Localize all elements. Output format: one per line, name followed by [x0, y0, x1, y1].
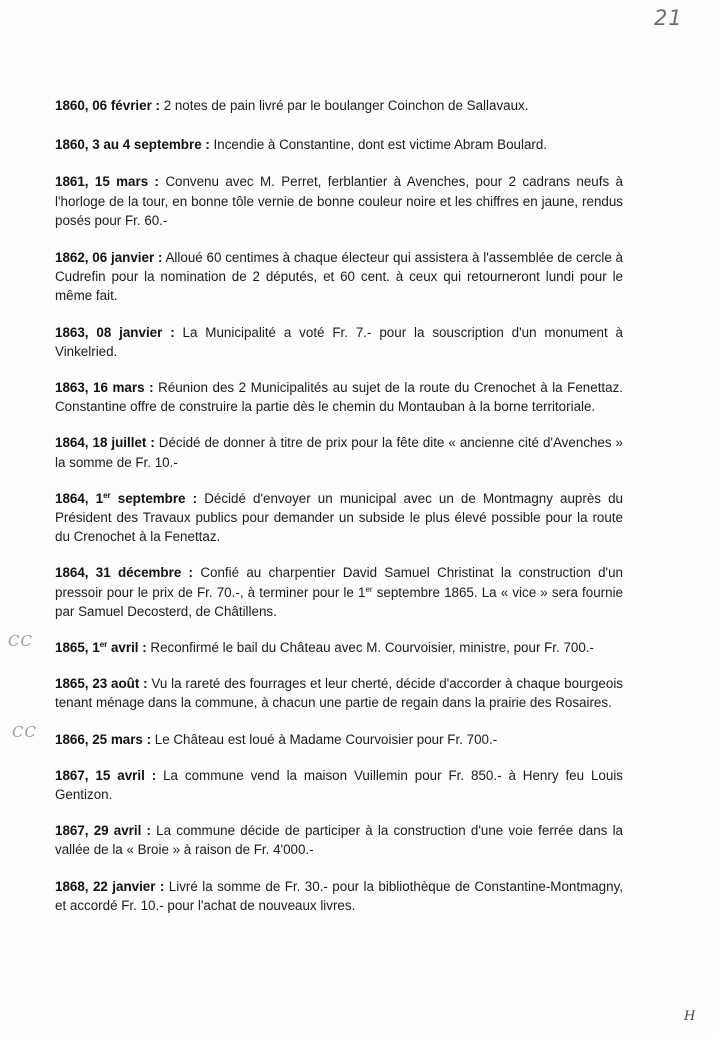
- entry-text: Incendie à Constantine, dont est victime Abram Boulard.: [209, 137, 548, 153]
- entry-date-main: 1864, 1: [55, 490, 104, 506]
- entry-date-sup: er: [99, 640, 108, 650]
- entry-date: 1867, 15 avril :: [55, 767, 157, 783]
- entry-date: 1867, 29 avril :: [55, 823, 151, 839]
- entry-date: 1863, 16 mars :: [55, 380, 154, 396]
- entry-date: [55, 640, 147, 655]
- margin-note-1: CC: [8, 632, 33, 650]
- entry-1862-01-06: [55, 248, 623, 306]
- entry-text: 2 notes de pain livré par le boulanger Coinchon de Sallavaux.: [159, 98, 529, 113]
- entry-1867-04-29: [55, 821, 623, 859]
- entry-date: 1863, 08 janvier :: [55, 324, 175, 340]
- entry-date: 1862, 06 janvier :: [55, 250, 163, 266]
- entry-text: Réunion des 2 Municipalités au sujet de la route du Crenochet à la Fenettaz. Constantine offre de construire la partie dès le chemin du Montauban à la borne territoriale.: [55, 380, 623, 415]
- entry-date-sup: er: [103, 490, 111, 500]
- entry-1866-03-25: [55, 730, 623, 749]
- entry-text: Reconfirmé le bail du Château avec M. Courvoisier, ministre, pour Fr. 700.-: [146, 640, 594, 656]
- entry-text: Livré la somme de Fr. 30.- pour la bibliothèque de Constantine-Montmagny, et accordé Fr. 10.- pour l'achat de nouveaux livres.: [55, 878, 623, 913]
- entry-text: La Municipalité a voté Fr. 7.- pour la souscription d'un monument à Vinkelried.: [55, 324, 623, 359]
- entry-date-tail: avril :: [107, 640, 147, 656]
- entry-1863-03-16: [55, 378, 623, 416]
- entry-text: Confié au charpentier David Samuel Christinat la construction d'un pressoir pour le prix de Fr. 70.-, à terminer pour le 1: [55, 565, 624, 600]
- entry-text: La commune vend la maison Vuillemin pour Fr. 850.- à Henry feu Louis Gentizon.: [55, 767, 623, 803]
- entry-text: Alloué 60 centimes à chaque électeur qui assistera à l'assemblée de cercle à Cudrefin pour la nomination de 2 députés, et 60 cent. à ceux qui retourneront lundi pour le même fait.: [55, 250, 624, 304]
- margin-note-2: CC: [12, 723, 37, 741]
- entry-date: 1866, 25 mars :: [55, 731, 152, 747]
- footer-mark: H: [684, 1009, 696, 1024]
- entry-1864-09-01: [55, 489, 623, 547]
- entry-1865-08-23: [55, 674, 623, 712]
- entry-date: 1861, 15 mars :: [55, 174, 159, 190]
- entry-date: 1860, 06 février :: [55, 98, 160, 113]
- entry-date: [55, 491, 197, 506]
- entry-text: Le Château est loué à Madame Courvoisier pour Fr. 700.-: [151, 731, 498, 747]
- entry-1868-01-22: [55, 877, 623, 915]
- entry-1861-03-15: [55, 172, 623, 230]
- entry-1865-04-01: [55, 638, 623, 657]
- entry-1860-02-06: [55, 96, 623, 115]
- entry-1864-07-18: [55, 433, 623, 471]
- entry-date-tail: septembre :: [110, 490, 198, 506]
- entry-1860-09-03: [55, 135, 623, 154]
- entry-text: Décidé d'envoyer un municipal avec un de Montmagny auprès du Président des Travaux publics pour demander un subside le plus élevé possible pour la route du Crenochet à la Fenettaz.: [55, 490, 624, 545]
- entry-1864-12-31: [55, 563, 623, 621]
- entry-1863-01-08: [55, 323, 623, 361]
- entry-date: 1864, 31 décembre :: [55, 565, 194, 581]
- entry-date-main: 1865, 1: [55, 640, 100, 656]
- entry-text: Convenu avec M. Perret, ferblantier à Avenches, pour 2 cadrans neufs à l'horloge de la tour, en bonne tôle vernie de bonne couleur noire et les chiffres en jaune, rendus posés pour Fr. 60.-: [55, 174, 623, 228]
- entry-1867-04-15: [55, 766, 623, 804]
- entry-date: 1864, 18 juillet :: [55, 435, 155, 451]
- entry-date: 1868, 22 janvier :: [55, 878, 165, 894]
- entry-text: Vu la rareté des fourrages et leur cherté, décide d'accorder à chaque bourgeois tenant ménage dans la commune, à chacun une partie de regain dans la prairie des Rosaires.: [55, 676, 623, 711]
- entry-list: [55, 96, 623, 915]
- entry-text-tail: septembre 1865. La « vice » sera fournie par Samuel Decosterd, de Châtillens.: [55, 584, 623, 619]
- entry-text: Décidé de donner à titre de prix pour la fête dite « ancienne cité d'Avenches » la somme de Fr. 10.-: [55, 435, 623, 470]
- entry-text: La commune décide de participer à la construction d'une voie ferrée dans la vallée de la « Broie » à raison de Fr. 4'000.-: [55, 823, 623, 858]
- entry-date: 1865, 23 août :: [55, 676, 148, 692]
- page-number: 21: [654, 6, 683, 30]
- entry-date: 1860, 3 au 4 septembre :: [55, 137, 210, 153]
- entry-text-sup: er: [365, 584, 373, 594]
